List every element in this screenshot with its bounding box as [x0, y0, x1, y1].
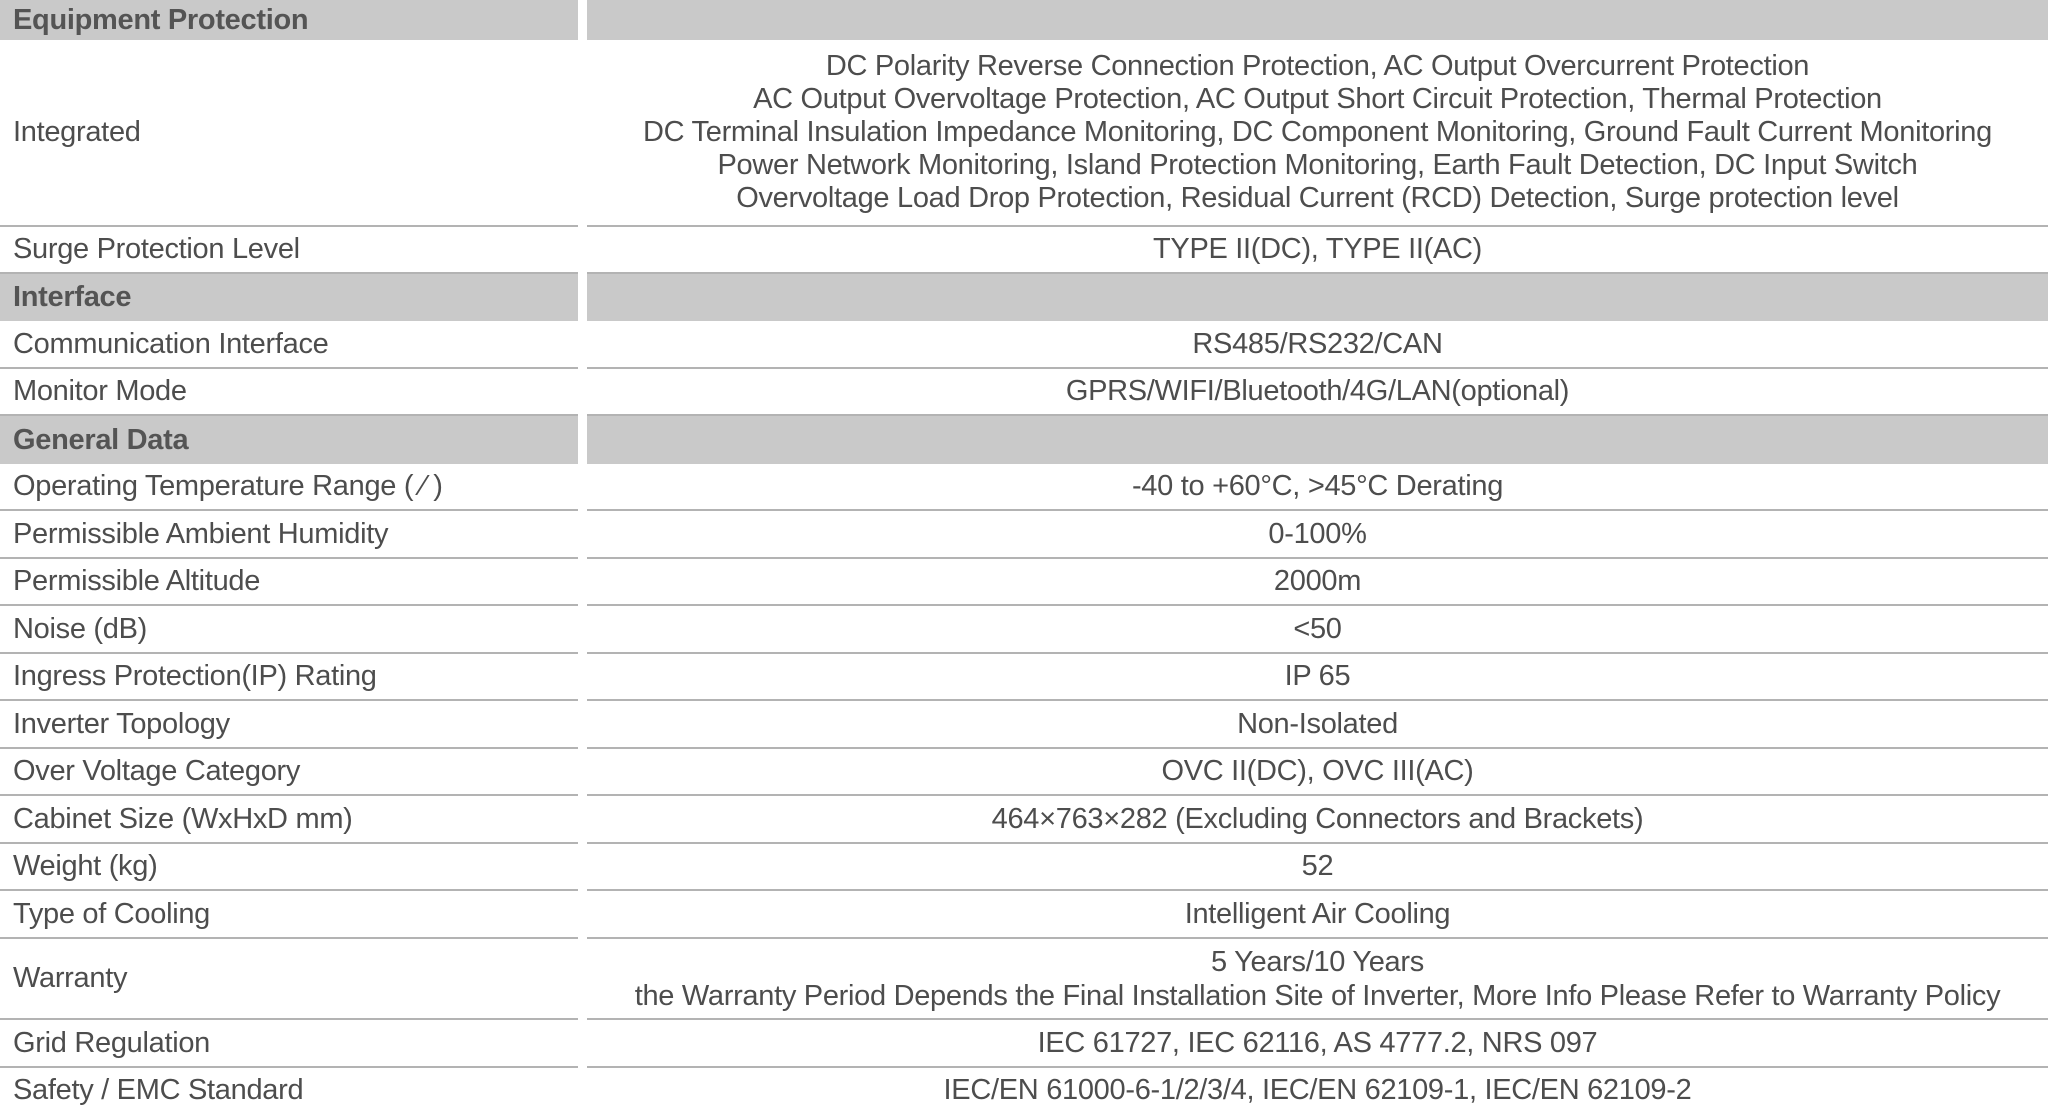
spec-value-cell [587, 701, 2048, 749]
spec-label: Cabinet Size (WxHxD mm) [13, 802, 353, 835]
spec-value-cell [587, 40, 2048, 227]
spec-value-lines [635, 945, 2001, 1013]
spec-row-altitude [0, 559, 2048, 606]
spec-value-cell [587, 321, 2048, 369]
section-general-data [0, 416, 2048, 464]
spec-row-overvoltage-category [0, 749, 2048, 796]
spec-value-cell [587, 227, 2048, 274]
spec-value: 2000m [1273, 565, 1362, 597]
spec-value-cell [587, 369, 2048, 416]
spec-value: Intelligent Air Cooling [1184, 897, 1451, 930]
section-title: Equipment Protection [13, 3, 309, 36]
section-header-blank [587, 0, 2048, 40]
spec-value: -40 to +60°C, >45°C Derating [1131, 470, 1504, 502]
spec-label-cell [0, 321, 578, 369]
spec-row-integrated [0, 40, 2048, 227]
section-header-blank [587, 416, 2048, 464]
spec-value-cell [587, 844, 2048, 891]
spec-value-cell [587, 939, 2048, 1020]
spec-label-cell [0, 559, 578, 606]
spec-label: Surge Protection Level [13, 233, 300, 265]
spec-row-surge-protection-level [0, 227, 2048, 274]
spec-row-cooling [0, 891, 2048, 939]
spec-label-cell [0, 227, 578, 274]
spec-label-cell [0, 1068, 578, 1113]
spec-label-cell [0, 844, 578, 891]
spec-label-cell [0, 369, 578, 416]
spec-label-cell [0, 511, 578, 559]
section-header-blank [587, 274, 2048, 321]
spec-label: Inverter Topology [13, 707, 230, 740]
spec-value-line: Power Network Monitoring, Island Protection Monitoring, Earth Fault Detection, DC Input Switch [717, 149, 1918, 181]
spec-value-line: the Warranty Period Depends the Final Installation Site of Inverter, More Info Please Refer to Warranty Policy [634, 979, 2001, 1012]
section-title: Interface [13, 281, 132, 313]
spec-value: RS485/RS232/CAN [1192, 327, 1443, 360]
spec-value: Non-Isolated [1237, 707, 1398, 740]
section-equipment-protection [0, 0, 2048, 40]
spec-label: Communication Interface [13, 327, 329, 360]
spec-label: Warranty [13, 962, 128, 994]
spec-label-cell [0, 464, 578, 511]
spec-label: Noise (dB) [13, 612, 147, 645]
spec-row-grid-regulation [0, 1020, 2048, 1068]
spec-label: Permissible Altitude [13, 565, 261, 597]
spec-label: Grid Regulation [13, 1026, 210, 1059]
spec-row-ip-rating [0, 654, 2048, 701]
spec-row-safety-emc [0, 1068, 2048, 1113]
spec-row-operating-temperature [0, 464, 2048, 511]
spec-row-weight [0, 844, 2048, 891]
spec-label-cell [0, 939, 578, 1020]
spec-value-line: DC Polarity Reverse Connection Protection, AC Output Overcurrent Protection [825, 50, 1810, 82]
spec-label: Permissible Ambient Humidity [13, 517, 389, 550]
spec-value: GPRS/WIFI/Bluetooth/4G/LAN(optional) [1065, 375, 1570, 407]
spec-value-cell [587, 749, 2048, 796]
spec-value: OVC II(DC), OVC III(AC) [1161, 755, 1474, 787]
spec-label: Operating Temperature Range ( ⁄ ) [13, 470, 443, 502]
spec-value-lines [643, 50, 1992, 215]
spec-row-ambient-humidity [0, 511, 2048, 559]
spec-value-line: 5 Years/10 Years [1211, 945, 1424, 978]
spec-row-cabinet-size [0, 796, 2048, 844]
spec-row-communication-interface [0, 321, 2048, 369]
spec-label: Type of Cooling [13, 897, 211, 930]
spec-value-line: DC Terminal Insulation Impedance Monitoring, DC Component Monitoring, Ground Fault Current Monitoring [643, 116, 1992, 148]
spec-value: <50 [1293, 612, 1342, 645]
spec-label-cell [0, 654, 578, 701]
spec-label: Ingress Protection(IP) Rating [13, 660, 377, 692]
spec-value: IEC/EN 61000-6-1/2/3/4, IEC/EN 62109-1, IEC/EN 62109-2 [943, 1074, 1692, 1106]
spec-value-cell [587, 1020, 2048, 1068]
section-header-cell [0, 0, 578, 40]
spec-value-cell [587, 891, 2048, 939]
spec-value-line: AC Output Overvoltage Protection, AC Output Short Circuit Protection, Thermal Protection [753, 83, 1882, 115]
spec-label-cell [0, 891, 578, 939]
spec-value-cell [587, 559, 2048, 606]
spec-label: Over Voltage Category [13, 755, 301, 787]
spec-row-warranty [0, 939, 2048, 1020]
spec-value: 464×763×282 (Excluding Connectors and Brackets) [991, 802, 1644, 835]
spec-label-cell [0, 701, 578, 749]
section-header-cell [0, 416, 578, 464]
spec-label-cell [0, 606, 578, 654]
spec-label-cell [0, 796, 578, 844]
spec-value-cell [587, 606, 2048, 654]
spec-row-topology [0, 701, 2048, 749]
section-title: General Data [13, 423, 189, 456]
spec-label-cell [0, 40, 578, 227]
spec-label: Monitor Mode [13, 375, 187, 407]
spec-value-cell [587, 654, 2048, 701]
spec-value: IP 65 [1284, 660, 1351, 692]
spec-value-cell [587, 511, 2048, 559]
spec-label: Weight (kg) [13, 850, 158, 882]
spec-row-monitor-mode [0, 369, 2048, 416]
spec-value-line: Overvoltage Load Drop Protection, Residual Current (RCD) Detection, Surge protection level [736, 182, 1899, 214]
spec-value-cell [587, 464, 2048, 511]
section-header-cell [0, 274, 578, 321]
spec-label-cell [0, 749, 578, 796]
spec-value: IEC 61727, IEC 62116, AS 4777.2, NRS 097 [1037, 1026, 1598, 1059]
spec-value-cell [587, 796, 2048, 844]
spec-label: Integrated [13, 116, 141, 148]
spec-label-cell [0, 1020, 578, 1068]
spec-label: Safety / EMC Standard [13, 1074, 304, 1106]
spec-value: TYPE II(DC), TYPE II(AC) [1152, 233, 1483, 265]
spec-value-cell [587, 1068, 2048, 1113]
spec-value: 0-100% [1268, 517, 1367, 550]
spec-value: 52 [1301, 850, 1334, 882]
section-interface [0, 274, 2048, 321]
spec-row-noise [0, 606, 2048, 654]
